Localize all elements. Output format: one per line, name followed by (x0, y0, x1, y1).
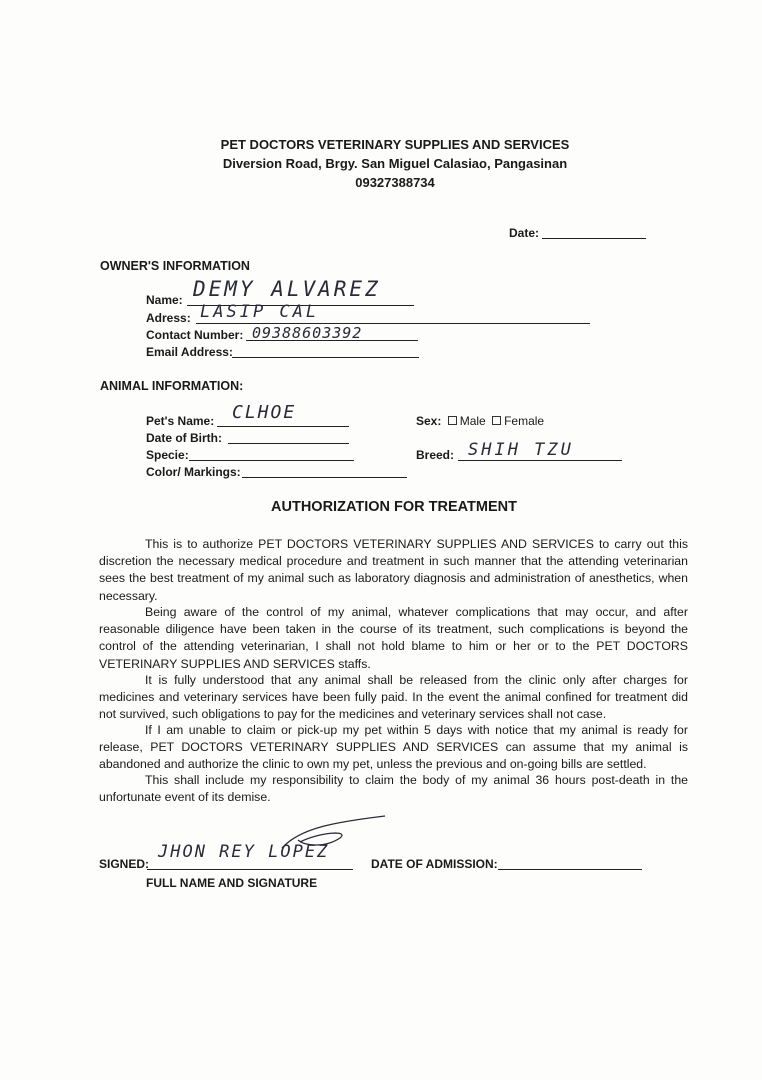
business-phone: 09327388734 (355, 175, 435, 190)
signature-flourish (150, 808, 400, 878)
female-checkbox[interactable] (492, 416, 501, 425)
signature-name-value: JHON REY LOPEZ (158, 842, 330, 862)
authorization-paragraph-1: This is to authorize PET DOCTORS VETERINARY SUPPLIES AND SERVICES to carry out this discretion the necessary medical procedure and treatment in such manner that the attending veterinarian sees the best treatment of my animal such as laboratory diagnosis and administration of anesthetics, when necessary. (99, 537, 688, 603)
contact-number-label: Contact Number: (146, 328, 244, 342)
sex-field (416, 414, 544, 428)
female-option-label: Female (504, 414, 545, 428)
full-name-signature-caption: FULL NAME AND SIGNATURE (146, 876, 318, 890)
business-name: PET DOCTORS VETERINARY SUPPLIES AND SERVICES (220, 137, 570, 152)
authorization-paragraph-5: This shall include my responsibility to claim the body of my animal 36 hours post-death in the unfortunate event of its demise. (99, 773, 688, 805)
email-address-label: Email Address: (146, 345, 233, 359)
owner-name-value: DEMY ALVAREZ (193, 277, 381, 301)
authorization-title: AUTHORIZATION FOR TREATMENT (271, 499, 517, 515)
pet-name-field[interactable] (217, 426, 349, 427)
authorization-paragraph-3: It is fully understood that any animal shall be released from the clinic only after charges for medicines and veterinary services have been fully paid. In the event the animal confined for treatment did not survived, such obligations to pay for the medicines and veterinary services shall not case. (99, 673, 688, 722)
breed-label: Breed: (416, 448, 455, 462)
breed-value: SHIH TZU (468, 440, 574, 460)
signed-label: SIGNED: (99, 857, 150, 871)
date-of-birth-label: Date of Birth: (146, 431, 222, 445)
owner-name-label: Name: (146, 293, 183, 307)
date-of-birth-field[interactable] (228, 443, 349, 444)
business-address: Diversion Road, Brgy. San Miguel Calasiao, Pangasinan (222, 156, 568, 171)
owner-section-title: OWNER'S INFORMATION (100, 259, 250, 273)
contact-number-value: 09388603392 (252, 324, 363, 342)
owner-address-label: Adress: (146, 311, 191, 325)
breed-field[interactable] (458, 460, 622, 461)
owner-address-value: LASIP CAL (200, 302, 320, 322)
color-markings-label: Color/ Markings: (146, 465, 241, 479)
specie-label: Specie: (146, 448, 189, 462)
sex-label: Sex: (416, 414, 442, 428)
date-of-admission-field[interactable] (498, 869, 642, 870)
date-label: Date: (509, 226, 540, 240)
pet-name-label: Pet's Name: (146, 414, 215, 428)
date-field[interactable] (542, 238, 646, 239)
animal-section-title: ANIMAL INFORMATION: (100, 379, 244, 393)
authorization-paragraph-4: If I am unable to claim or pick-up my pet within 5 days with notice that my animal is ready for release, PET DOCTORS VETERINARY SUPPLIES AND SERVICES can assume that my animal is abandoned and authorize the clinic to own my pet, unless the previous and on-going bills are settled. (99, 723, 688, 772)
date-of-admission-label: DATE OF ADMISSION: (371, 857, 498, 871)
male-option-label: Male (459, 414, 486, 428)
pet-name-value: CLHOE (232, 402, 297, 423)
color-markings-field[interactable] (242, 477, 407, 478)
specie-field[interactable] (189, 460, 354, 461)
authorization-paragraph-2: Being aware of the control of my animal, whatever complications that may occur, and after reasonable diligence have been taken in the course of its treatment, such complications is beyond the control of the attending veterinarian, I shall not hold blame to him or her or to the PET DOCTORS VETERINARY SUPPLIES AND SERVICES staffs. (99, 605, 688, 671)
email-address-field[interactable] (232, 357, 419, 358)
male-checkbox[interactable] (448, 416, 457, 425)
